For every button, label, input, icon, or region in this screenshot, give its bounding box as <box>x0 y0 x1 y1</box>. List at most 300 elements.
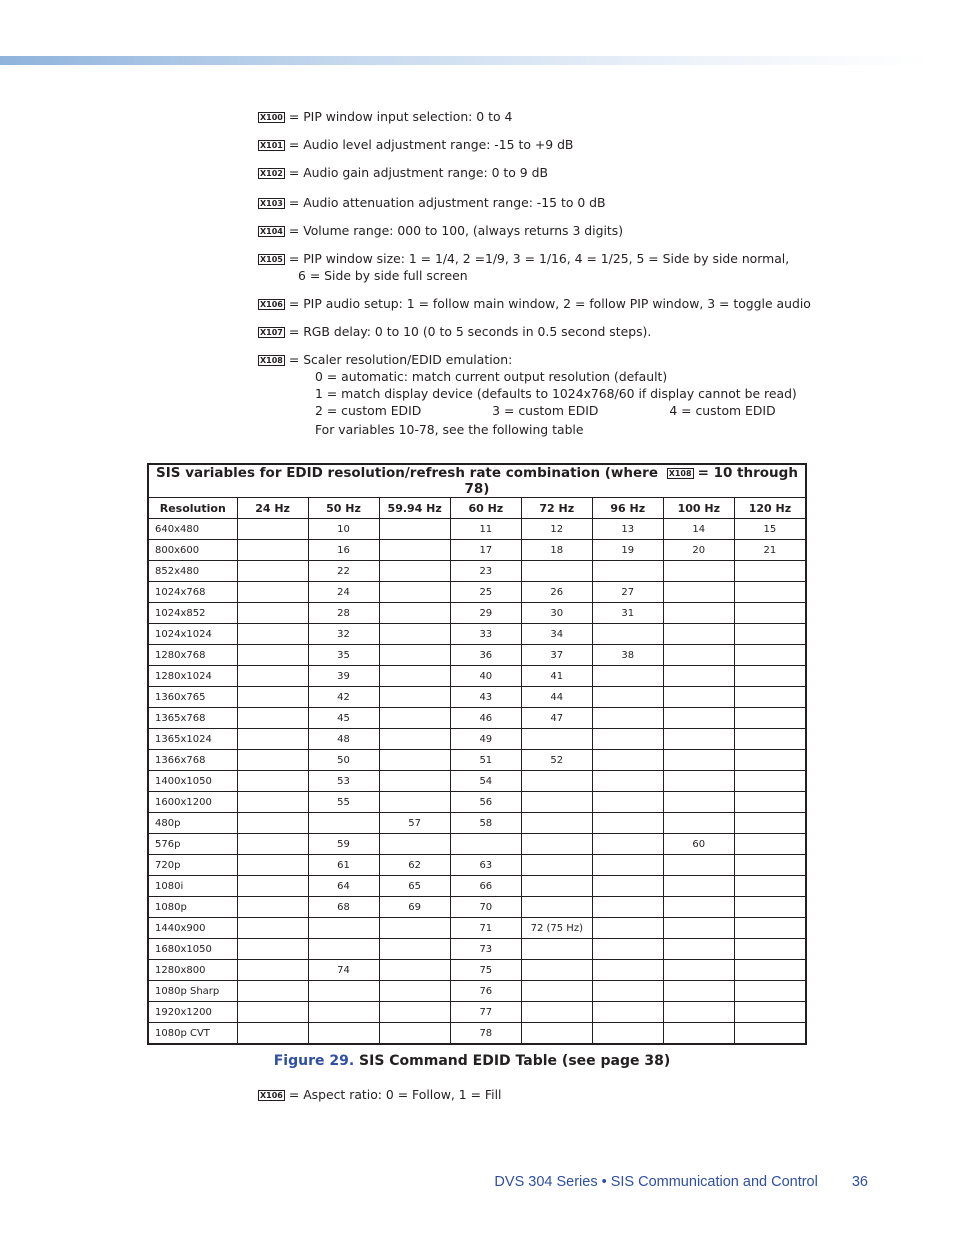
var-description: = Scaler resolution/EDID emulation: <box>288 352 513 367</box>
resolution-cell: 1024x852 <box>148 603 237 624</box>
var-tag: X106 <box>260 300 283 309</box>
var-x108 <box>258 351 512 368</box>
var-x100 <box>258 108 512 125</box>
variable-cell <box>592 771 663 792</box>
variable-cell: 48 <box>308 729 379 750</box>
table-row <box>148 708 806 729</box>
variable-cell <box>379 624 450 645</box>
variable-cell: 61 <box>308 855 379 876</box>
variable-cell <box>379 540 450 561</box>
variable-cell: 19 <box>592 540 663 561</box>
variable-cell: 77 <box>450 1002 521 1023</box>
variable-cell <box>237 960 308 981</box>
variable-cell: 70 <box>450 897 521 918</box>
variable-cell <box>734 876 806 897</box>
variable-cell <box>521 834 592 855</box>
variable-cell: 11 <box>450 519 521 540</box>
variable-cell <box>592 708 663 729</box>
variable-cell <box>308 813 379 834</box>
variable-cell <box>379 645 450 666</box>
variable-cell <box>592 918 663 939</box>
header-gradient-bar <box>0 56 930 65</box>
resolution-cell: 1080p <box>148 897 237 918</box>
var-x108-option-1: 1 = match display device (defaults to 1024x768/60 if display cannot be read) <box>315 386 797 401</box>
title-suffix: = 10 through 78) <box>464 465 798 497</box>
variable-cell <box>592 1023 663 1045</box>
variable-cell <box>237 855 308 876</box>
resolution-cell: 1024x1024 <box>148 624 237 645</box>
var-tag: X108 <box>260 356 283 365</box>
variable-cell <box>663 603 734 624</box>
variable-cell <box>521 855 592 876</box>
variable-cell <box>663 1023 734 1045</box>
column-header: 59.94 Hz <box>379 498 450 519</box>
resolution-cell: 1365x768 <box>148 708 237 729</box>
table-row <box>148 687 806 708</box>
variable-cell: 10 <box>308 519 379 540</box>
variable-cell: 75 <box>450 960 521 981</box>
variable-cell <box>379 1023 450 1045</box>
table-row <box>148 813 806 834</box>
variable-cell: 41 <box>521 666 592 687</box>
variable-cell <box>521 729 592 750</box>
variable-cell: 34 <box>521 624 592 645</box>
title-tag: X108 <box>668 469 692 478</box>
variable-cell <box>592 834 663 855</box>
var-description: = Audio gain adjustment range: 0 to 9 dB <box>288 165 548 180</box>
aspect-description: = Aspect ratio: 0 = Follow, 1 = Fill <box>288 1087 502 1102</box>
variable-cell <box>663 561 734 582</box>
variable-cell <box>592 981 663 1002</box>
variable-cell <box>379 603 450 624</box>
variable-cell <box>237 1023 308 1045</box>
resolution-cell: 576p <box>148 834 237 855</box>
page-footer <box>494 1174 868 1190</box>
var-description: = PIP window size: 1 = 1/4, 2 =1/9, 3 = 1/16, 4 = 1/25, 5 = Side by side normal, <box>288 251 790 266</box>
table-row <box>148 939 806 960</box>
variable-cell: 21 <box>734 540 806 561</box>
variable-cell: 16 <box>308 540 379 561</box>
variable-cell <box>734 834 806 855</box>
table-row <box>148 561 806 582</box>
variable-cell <box>592 1002 663 1023</box>
variable-cell <box>592 687 663 708</box>
variable-cell <box>379 1002 450 1023</box>
variable-cell <box>379 960 450 981</box>
variable-cell <box>237 540 308 561</box>
variable-cell <box>379 792 450 813</box>
variable-cell <box>734 960 806 981</box>
table-row <box>148 624 806 645</box>
variable-cell <box>663 876 734 897</box>
resolution-cell: 1024x768 <box>148 582 237 603</box>
variable-cell <box>521 876 592 897</box>
variable-cell <box>592 729 663 750</box>
variable-cell <box>379 918 450 939</box>
variable-cell <box>663 981 734 1002</box>
variable-cell: 28 <box>308 603 379 624</box>
variable-cell <box>663 897 734 918</box>
variable-cell: 74 <box>308 960 379 981</box>
variable-cell <box>379 708 450 729</box>
variable-cell <box>734 792 806 813</box>
variable-cell <box>592 792 663 813</box>
table-row <box>148 582 806 603</box>
table-row <box>148 603 806 624</box>
variable-cell <box>734 813 806 834</box>
variable-cell <box>521 561 592 582</box>
var-x103 <box>258 194 606 211</box>
table-row <box>148 834 806 855</box>
variable-cell: 32 <box>308 624 379 645</box>
variable-cell: 73 <box>450 939 521 960</box>
table-row <box>148 750 806 771</box>
variable-cell <box>308 918 379 939</box>
variable-cell <box>237 813 308 834</box>
variable-cell <box>237 603 308 624</box>
var-tag: X103 <box>260 199 283 208</box>
variable-cell <box>734 624 806 645</box>
variable-cell <box>592 876 663 897</box>
table-row <box>148 1023 806 1045</box>
column-header: 50 Hz <box>308 498 379 519</box>
variable-cell <box>592 666 663 687</box>
column-header: 100 Hz <box>663 498 734 519</box>
variable-cell <box>592 624 663 645</box>
variable-cell <box>237 687 308 708</box>
column-header: 72 Hz <box>521 498 592 519</box>
resolution-cell: 640x480 <box>148 519 237 540</box>
resolution-cell: 1080i <box>148 876 237 897</box>
variable-cell <box>379 750 450 771</box>
variable-cell <box>308 981 379 1002</box>
resolution-cell: 1280x1024 <box>148 666 237 687</box>
edid-table-body <box>148 519 806 1045</box>
var-x108-option-0: 0 = automatic: match current output resolution (default) <box>315 369 668 384</box>
variable-cell: 54 <box>450 771 521 792</box>
var-x108-note: For variables 10-78, see the following table <box>315 422 584 437</box>
resolution-cell: 1080p CVT <box>148 1023 237 1045</box>
var-x104 <box>258 222 623 239</box>
variable-cell <box>734 981 806 1002</box>
variable-cell <box>592 855 663 876</box>
var-description: = Audio level adjustment range: -15 to +9 dB <box>288 137 574 152</box>
variable-cell <box>379 582 450 603</box>
variable-cell: 40 <box>450 666 521 687</box>
var-x105 <box>258 250 789 267</box>
variable-cell: 33 <box>450 624 521 645</box>
variable-cell: 53 <box>308 771 379 792</box>
variable-cell: 62 <box>379 855 450 876</box>
variable-cell <box>663 1002 734 1023</box>
variable-cell <box>663 750 734 771</box>
resolution-cell: 1600x1200 <box>148 792 237 813</box>
footer-title: DVS 304 Series • SIS Communication and Control <box>494 1174 818 1190</box>
variable-cell <box>663 645 734 666</box>
edid-table <box>147 463 807 1045</box>
variable-cell: 35 <box>308 645 379 666</box>
variable-cell: 14 <box>663 519 734 540</box>
figure-caption <box>0 1053 944 1069</box>
variable-cell <box>734 939 806 960</box>
variable-cell <box>379 729 450 750</box>
variable-cell: 25 <box>450 582 521 603</box>
variable-cell <box>237 792 308 813</box>
var-x105-continued: 6 = Side by side full screen <box>298 268 468 283</box>
variable-cell <box>237 834 308 855</box>
table-row <box>148 876 806 897</box>
variable-cell <box>734 666 806 687</box>
variable-cell: 12 <box>521 519 592 540</box>
variable-cell <box>734 708 806 729</box>
table-row <box>148 918 806 939</box>
var-tag: X107 <box>260 328 283 337</box>
aspect-ratio-note <box>258 1086 502 1103</box>
var-x108-options-2-4: 2 = custom EDID 3 = custom EDID 4 = custom EDID <box>315 403 776 418</box>
resolution-cell: 1280x768 <box>148 645 237 666</box>
variable-cell <box>379 771 450 792</box>
variable-cell: 17 <box>450 540 521 561</box>
table-row <box>148 729 806 750</box>
variable-cell <box>379 519 450 540</box>
variable-cell: 51 <box>450 750 521 771</box>
variable-cell: 71 <box>450 918 521 939</box>
variable-cell: 31 <box>592 603 663 624</box>
variable-cell <box>237 939 308 960</box>
variable-cell <box>450 834 521 855</box>
resolution-cell: 1400x1050 <box>148 771 237 792</box>
variable-cell: 56 <box>450 792 521 813</box>
variable-cell: 65 <box>379 876 450 897</box>
resolution-cell: 1360x765 <box>148 687 237 708</box>
variable-cell: 18 <box>521 540 592 561</box>
variable-cell <box>521 1002 592 1023</box>
variable-cell: 22 <box>308 561 379 582</box>
var-x102 <box>258 164 548 181</box>
variable-cell <box>734 1002 806 1023</box>
table-row <box>148 960 806 981</box>
variable-cell <box>379 666 450 687</box>
variable-cell <box>237 981 308 1002</box>
resolution-cell: 1365x1024 <box>148 729 237 750</box>
variable-cell <box>734 750 806 771</box>
page-number: 36 <box>851 1174 868 1190</box>
var-tag: X102 <box>260 169 283 178</box>
variable-cell <box>237 708 308 729</box>
variable-cell <box>663 687 734 708</box>
variable-cell <box>734 645 806 666</box>
variable-cell <box>379 834 450 855</box>
variable-cell <box>237 645 308 666</box>
variable-cell <box>237 519 308 540</box>
variable-cell <box>592 561 663 582</box>
variable-cell <box>734 897 806 918</box>
resolution-cell: 1080p Sharp <box>148 981 237 1002</box>
variable-cell <box>734 561 806 582</box>
variable-cell <box>663 960 734 981</box>
variable-cell <box>521 960 592 981</box>
variable-cell <box>663 813 734 834</box>
variable-cell: 69 <box>379 897 450 918</box>
variable-cell: 49 <box>450 729 521 750</box>
variable-cell: 72 (75 Hz) <box>521 918 592 939</box>
variable-cell <box>663 771 734 792</box>
variable-cell: 57 <box>379 813 450 834</box>
column-header: 96 Hz <box>592 498 663 519</box>
var-tag: X106 <box>260 1091 283 1100</box>
variable-cell <box>663 624 734 645</box>
var-tag: X105 <box>260 255 283 264</box>
variable-cell <box>237 771 308 792</box>
variable-cell <box>663 918 734 939</box>
figure-number: Figure 29. <box>273 1053 355 1069</box>
variable-cell <box>237 666 308 687</box>
column-header: 60 Hz <box>450 498 521 519</box>
resolution-cell: 1920x1200 <box>148 1002 237 1023</box>
table-row <box>148 771 806 792</box>
var-tag: X100 <box>260 113 283 122</box>
variable-cell: 44 <box>521 687 592 708</box>
table-row <box>148 519 806 540</box>
variable-cell <box>663 708 734 729</box>
variable-cell: 55 <box>308 792 379 813</box>
variable-cell <box>592 897 663 918</box>
variable-cell: 66 <box>450 876 521 897</box>
var-description: = PIP audio setup: 1 = follow main window, 2 = follow PIP window, 3 = toggle audio <box>288 296 811 311</box>
var-description: = RGB delay: 0 to 10 (0 to 5 seconds in 0.5 second steps). <box>288 324 652 339</box>
table-row <box>148 645 806 666</box>
variable-cell: 68 <box>308 897 379 918</box>
edid-table-title <box>148 464 806 498</box>
variable-cell: 27 <box>592 582 663 603</box>
variable-cell: 15 <box>734 519 806 540</box>
table-row <box>148 981 806 1002</box>
variable-cell <box>734 729 806 750</box>
resolution-cell: 720p <box>148 855 237 876</box>
variable-cell <box>592 813 663 834</box>
figure-caption-text: SIS Command EDID Table (see page 38) <box>359 1053 671 1069</box>
variable-cell <box>237 876 308 897</box>
var-description: = PIP window input selection: 0 to 4 <box>288 109 513 124</box>
variable-cell <box>521 897 592 918</box>
variable-cell: 43 <box>450 687 521 708</box>
variable-cell <box>592 939 663 960</box>
table-row <box>148 1002 806 1023</box>
variable-cell <box>734 1023 806 1045</box>
variable-cell: 26 <box>521 582 592 603</box>
variable-cell <box>379 981 450 1002</box>
variable-cell <box>663 729 734 750</box>
variable-cell <box>734 771 806 792</box>
variable-cell <box>521 771 592 792</box>
variable-cell <box>379 561 450 582</box>
variable-cell <box>237 1002 308 1023</box>
variable-cell <box>237 750 308 771</box>
variable-cell <box>663 666 734 687</box>
variable-cell: 29 <box>450 603 521 624</box>
variable-cell: 58 <box>450 813 521 834</box>
variable-cell <box>521 939 592 960</box>
variable-cell <box>521 792 592 813</box>
variable-cell: 76 <box>450 981 521 1002</box>
variable-cell <box>521 813 592 834</box>
resolution-cell: 800x600 <box>148 540 237 561</box>
variable-cell: 47 <box>521 708 592 729</box>
variable-cell <box>237 624 308 645</box>
column-header: 120 Hz <box>734 498 806 519</box>
variable-cell <box>237 582 308 603</box>
resolution-cell: 1280x800 <box>148 960 237 981</box>
variable-cell: 63 <box>450 855 521 876</box>
variable-cell <box>521 981 592 1002</box>
variable-cell: 38 <box>592 645 663 666</box>
title-prefix: SIS variables for EDID resolution/refresh rate combination (where <box>156 465 658 481</box>
var-x107 <box>258 323 651 340</box>
variable-cell: 59 <box>308 834 379 855</box>
variable-cell <box>379 687 450 708</box>
variable-cell <box>237 561 308 582</box>
variable-cell <box>663 792 734 813</box>
resolution-cell: 1680x1050 <box>148 939 237 960</box>
table-row <box>148 666 806 687</box>
variable-cell <box>308 1023 379 1045</box>
resolution-cell: 480p <box>148 813 237 834</box>
variable-cell <box>663 582 734 603</box>
variable-cell: 13 <box>592 519 663 540</box>
variable-cell: 52 <box>521 750 592 771</box>
variable-cell <box>663 855 734 876</box>
variable-cell <box>734 687 806 708</box>
variable-cell <box>592 750 663 771</box>
var-description: = Audio attenuation adjustment range: -15 to 0 dB <box>288 195 606 210</box>
variable-cell: 39 <box>308 666 379 687</box>
variable-cell <box>521 1023 592 1045</box>
var-x101 <box>258 136 573 153</box>
variable-cell: 64 <box>308 876 379 897</box>
var-tag: X104 <box>260 227 283 236</box>
variable-cell: 20 <box>663 540 734 561</box>
variable-cell: 23 <box>450 561 521 582</box>
var-tag: X101 <box>260 141 283 150</box>
variable-cell: 45 <box>308 708 379 729</box>
table-row <box>148 540 806 561</box>
variable-cell <box>308 1002 379 1023</box>
variable-cell: 50 <box>308 750 379 771</box>
var-x106 <box>258 295 811 312</box>
column-header: 24 Hz <box>237 498 308 519</box>
resolution-cell: 1366x768 <box>148 750 237 771</box>
variable-cell <box>734 582 806 603</box>
variable-cell <box>379 939 450 960</box>
variable-cell: 24 <box>308 582 379 603</box>
table-row <box>148 897 806 918</box>
edid-table-header-row <box>148 498 806 519</box>
variable-cell: 37 <box>521 645 592 666</box>
resolution-cell: 852x480 <box>148 561 237 582</box>
variable-cell: 60 <box>663 834 734 855</box>
variable-cell: 36 <box>450 645 521 666</box>
variable-cell: 42 <box>308 687 379 708</box>
variable-cell <box>663 939 734 960</box>
var-description: = Volume range: 000 to 100, (always returns 3 digits) <box>288 223 624 238</box>
table-row <box>148 855 806 876</box>
variable-cell <box>237 918 308 939</box>
variable-cell: 78 <box>450 1023 521 1045</box>
variable-cell <box>308 939 379 960</box>
table-row <box>148 792 806 813</box>
variable-cell <box>592 960 663 981</box>
column-header: Resolution <box>148 498 237 519</box>
